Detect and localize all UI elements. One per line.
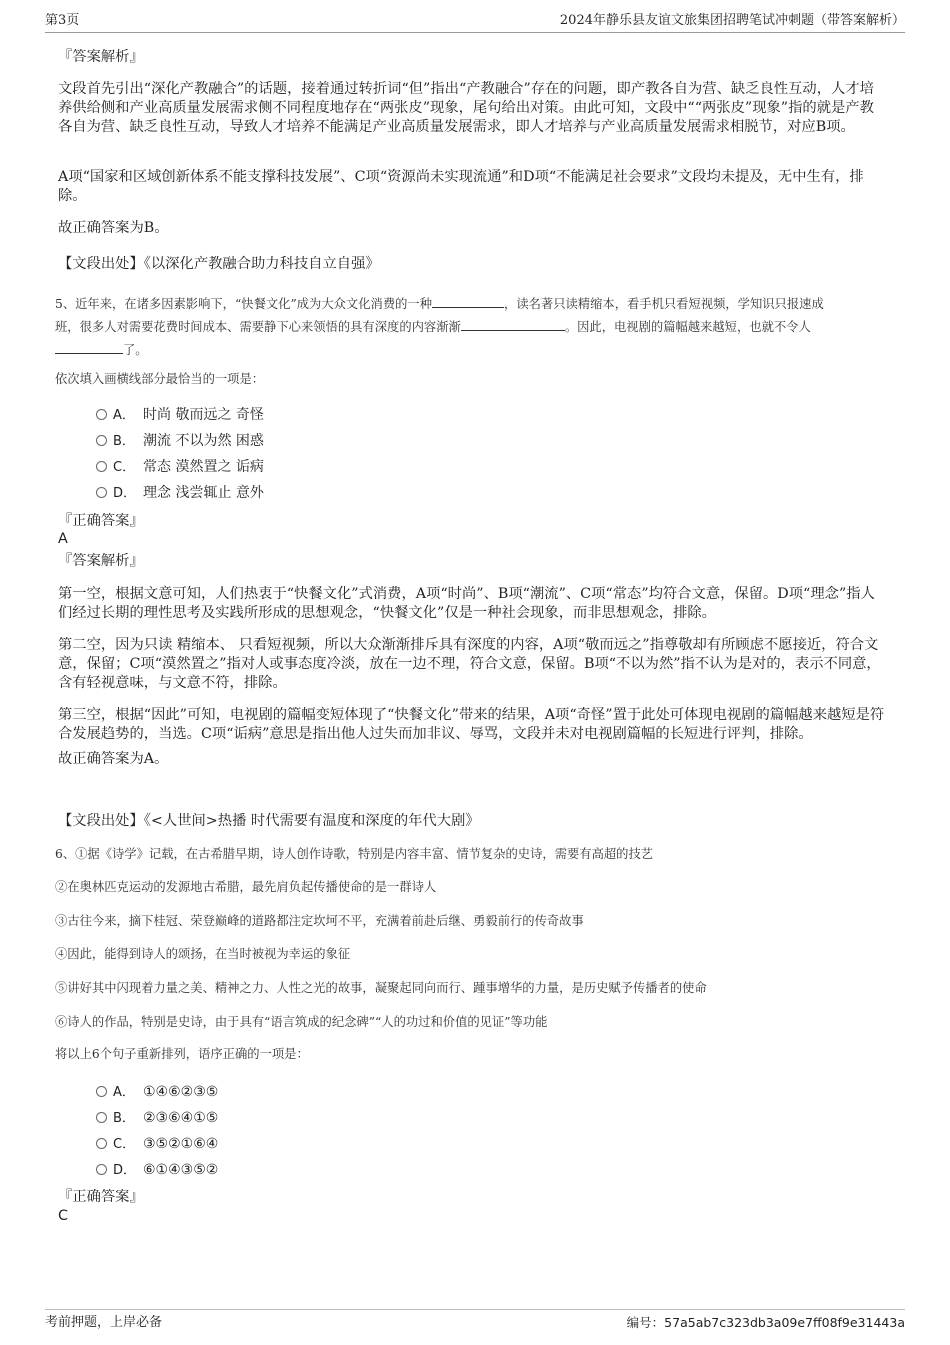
q5-analysis-heading: 『答案解析』 [58,553,144,569]
q5-answer-heading: 『正确答案』 [58,513,144,529]
q6-sentence-6: ⑥诗人的作品，特别是史诗，由于具有“语言筑成的纪念碑”“人的功过和价值的见证”等功能 [55,1015,548,1029]
q6-option-b[interactable]: B． ②③⑥④①⑤ [96,1109,218,1128]
q6-sentence-2: ②在奥林匹克运动的发源地古希腊，最先肩负起传播使命的是一群诗人 [55,880,437,894]
q6-sentence-5: ⑤讲好其中闪现着力量之美、精神之力、人性之光的故事，凝聚起同向而行、踵事增华的力量，是历史赋予传播者的使命 [55,981,707,995]
q6-answer-heading: 『正确答案』 [58,1189,144,1205]
q4-analysis-paragraph-2: A项“国家和区域创新体系不能支撑科技发展”、C项“资源尚未实现流通”和D项“不能满足社会要求”文段均未提及，无中生有，排除。 [58,169,864,204]
radio-button[interactable] [96,1164,107,1175]
blank-3 [55,341,123,354]
q5-option-c[interactable]: C． 常态 漠然置之 诟病 [96,458,264,477]
q5-analysis-conclusion: 故正确答案为A。 [58,751,169,767]
q6-option-a[interactable]: A． ①④⑥②③⑤ [96,1083,218,1102]
blank-2 [461,318,565,331]
radio-button[interactable] [96,1112,107,1123]
document-title: 2024年静乐县友谊文旅集团招聘笔试冲刺题（带答案解析） [559,13,905,28]
radio-button[interactable] [96,1138,107,1149]
q6-answer: C [58,1208,68,1224]
q5-option-a[interactable]: A． 时尚 敬而远之 奇怪 [96,406,264,425]
q5-stem: 5、近年来，在诸多因素影响下，“快餐文化”成为大众文化消费的一种 ，读名著只读精缩本，看手机只看短视频，学知识只报速成 班，很多人对需要花费时间成本、需要静下心来领悟的具有深度的内容渐渐 。因此，电视剧的篇幅越来越短，也就不令人 了。 [55,297,824,357]
q5-analysis-paragraph-2: 第二空，因为只读 精缩本、 只看短视频，所以大众渐渐排斥具有深度的内容，A项“敬而远之”指尊敬却有所顾虑不愿接近，符合文意，保留；C项“漠然置之”指对人或事态度冷淡，放在一边不理，符合文意，保留。B项“不以为然”指不认为是对的，表示不同意，含有轻视意味，与文意不符，排除。 [58,637,881,691]
q5-analysis-paragraph-3: 第三空，根据“因此”可知，电视剧的篇幅变短体现了“快餐文化”带来的结果，A项“奇怪”置于此处可体现电视剧的篇幅越来越短是符合发展趋势的，当选。C项“诟病”意思是指出他人过失而加非议、辱骂，文段并未对电视剧篇幅的长短进行评判，排除。 [58,707,885,742]
q6-sentence-3: ③古往今来，摘下桂冠、荣登巅峰的道路都注定坎坷不平，充满着前赴后继、勇毅前行的传奇故事 [55,914,584,928]
radio-button[interactable] [96,435,107,446]
page-header [45,10,905,33]
q6-sentence-4: ④因此，能得到诗人的颂扬，在当时被视为幸运的象征 [55,947,351,961]
radio-button[interactable] [96,461,107,472]
q4-analysis-heading: 『答案解析』 [58,49,144,65]
q5-source: 【文段出处】《<人世间>热播 时代需要有温度和深度的年代大剧》 [58,813,480,829]
radio-button[interactable] [96,1086,107,1097]
radio-button[interactable] [96,487,107,498]
footer-slogan: 考前押题，上岸必备 [45,1315,163,1330]
page-number: 第3页 [45,13,80,28]
q5-analysis-paragraph-1: 第一空，根据文意可知，人们热衷于“快餐文化”式消费，A项“时尚”、B项“潮流”、C项“常态”均符合文意，保留。D项“理念”指人们经过长期的理性思考及实践所形成的思想观念，“快餐文化”仅是一种社会现象，而非思想观念，排除。 [58,586,875,621]
q5-option-d[interactable]: D． 理念 浅尝辄止 意外 [96,484,264,503]
q4-analysis-paragraph-1: 文段首先引出“深化产教融合”的话题，接着通过转折词“但”指出“产教融合”存在的问题，即产教各自为营、缺乏良性互动，人才培养供给侧和产业高质量发展需求侧不同程度地存在“两张皮”现象，尾句给出对策。由此可知，文段中““两张皮”现象”指的就是产教各自为营、缺乏良性互动，导致人才培养不能满足产业高质量发展需求，即人才培养与产业高质量发展需求相脱节，对应B项。 [58,81,874,135]
page-footer [45,1309,905,1336]
q5-answer: A [58,531,68,547]
q6-sentence-1: 6、①据《诗学》记载，在古希腊早期，诗人创作诗歌，特别是内容丰富、情节复杂的史诗，需要有高超的技艺 [55,847,654,861]
q6-option-d[interactable]: D． ⑥①④③⑤② [96,1161,218,1180]
q5-prompt: 依次填入画横线部分最恰当的一项是： [55,372,265,386]
q6-option-c[interactable]: C． ③⑤②①⑥④ [96,1135,218,1154]
radio-button[interactable] [96,409,107,420]
document-code: 编号：57a5ab7c323db3a09e7ff08f9e31443a [626,1315,905,1330]
q5-option-b[interactable]: B． 潮流 不以为然 困惑 [96,432,264,451]
q6-prompt: 将以上6个句子重新排列，语序正确的一项是： [55,1047,309,1061]
blank-1 [432,295,504,308]
q4-analysis-conclusion: 故正确答案为B。 [58,220,169,236]
q4-source: 【文段出处】《以深化产教融合助力科技自立自强》 [58,256,380,272]
